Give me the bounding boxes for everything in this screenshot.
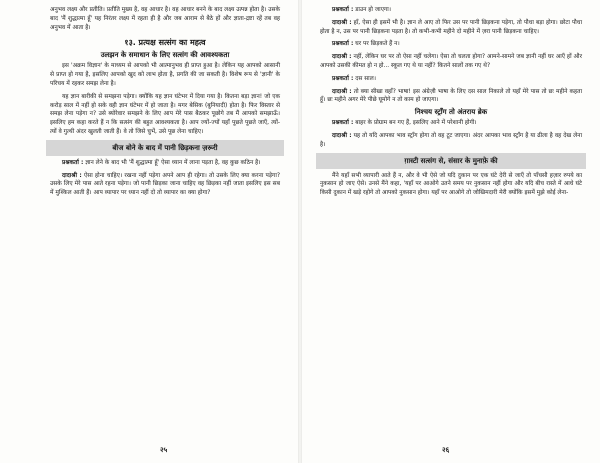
speaker-label: दादाश्री : bbox=[332, 132, 352, 139]
speaker-label: प्रश्नकर्ता : bbox=[332, 75, 354, 82]
dialogue-question bbox=[320, 6, 582, 15]
subheading-title: ग़ास्टी सत्संग से, संसार के मुनाफ़े की bbox=[404, 156, 498, 165]
dialogue-text: तो क्या सीखा वहाँ? भाषा! इस अंग्रेज़ी भाषा के लिए दस साल निकाले तो यहाँ मेरे पास तो छः महीने कहता हूँ। छः महीने अगर मेरे पीछे घूमोगे न तो काम हो जाएगा। bbox=[320, 88, 583, 104]
right-page bbox=[302, 0, 600, 463]
dialogue-text: यह तो यदि आपका भाव स्ट्रॉंग होगा तो वह टूट जाएगा। अंदर आपका भाव स्ट्रॉंग है या ढीला है वह देख लेना है। bbox=[320, 132, 582, 148]
speaker-label: दादाश्री : bbox=[332, 88, 352, 95]
dialogue-text: ज्ञान लेने के बाद भी 'मैं शुद्धात्मा हूँ' ऐसा ध्यान में लाना पड़ता है, वह कुछ कठिन है। bbox=[85, 159, 261, 166]
paragraph: यह ज्ञान बारीकी से समझना पड़ेगा। क्योंकि यह ज्ञान घंटेभर में दिया गया है। कितना बड़ा ज्ञान! जो एक करोड़ साल में नहीं हो सके वही ज्ञान घंटेभर में हो जाता है। मगर बेसिक (बुनियादी) होता है। फिर विस्तार से समझ लेना पड़ेगा न? उसे ब्योरेवार समझने के लिए आप मेरे पास बैठकर पूछोगे तब मैं आपको समझाऊँ। इसलिए हम कहा करते हैं न कि सत्संग की बहुत आवश्यकता है। आप ज्यों-ज्यों यहाँ पूछते पूछते जाएँ, त्यों-त्यों वे गुत्थी अंदर खुलती जाती हैं। वे तो जिसे चुभें, उसे पूछ लेना चाहिए। bbox=[50, 93, 280, 135]
intro-paragraph: अनुभव लक्ष्य और प्रतीति। प्रतीति मुख्य है, वह आधार है। वह आधार बनने के बाद लक्ष्य उत्पन्न होता है। उसके बाद 'मैं शुद्धात्मा हूँ' यह निरंतर लक्ष्य में रहता ही है और जब आराम से बैठे हों और ज्ञाता-द्रष्टा रहें तब वह अनुभव में आता है। bbox=[50, 7, 280, 31]
dialogue-question bbox=[320, 119, 582, 128]
dialogue-question bbox=[320, 75, 582, 84]
dialogue-text: डाउन हो जाएगा। bbox=[355, 7, 392, 13]
subheading-title: बीज बोने के बाद में पानी छिड़कना ज़रूरी bbox=[112, 143, 218, 152]
dialogue-text: हाँ, ऐसा ही इसमें भी है। ज्ञान ले आए तो फिर उस पर पानी छिड़कना पड़ेगा, तो पौधा बड़ा होगा। छोटा पौधा होता है न, उस पर पानी छिड़कना पड़ता है। तो कभी-कभी महीने दो महीने में ज़रा पानी छिड़कना चाहिए। bbox=[320, 19, 582, 35]
speaker-label: प्रश्नकर्ता : bbox=[332, 120, 354, 127]
speaker-label: प्रश्नकर्ता : bbox=[62, 159, 84, 166]
dialogue-answer bbox=[320, 53, 582, 71]
speaker-label: दादाश्री : bbox=[62, 172, 82, 179]
speaker-label: दादाश्री : bbox=[332, 54, 352, 61]
dialogue-answer bbox=[320, 132, 582, 150]
paragraph: मैंने यहाँ सभी व्यापारी आते हैं न, और वे भी ऐसे जो यदि दुकान पर एक घंटे देरी से जाएँ तो पाँचसौ हज़ार रुपये का नुकसान हो जाए ऐसे। उनसे मैंने कहा, 'यहाँ पर आओगे उतने समय पर नुकसान नहीं होगा और यदि बीच रास्ते में आधे घंटे किसी दुकान में खड़े रहोगे तो आपको नुकसान होगा। यहाँ पर आओगे तो जोखिमदारी मेरी क्योंकि इसमें मुझे कोई लेना- bbox=[320, 172, 582, 197]
speaker-label: प्रश्नकर्ता : bbox=[332, 7, 354, 13]
dialogue-text: दस साल। bbox=[355, 75, 376, 82]
section-subtitle: उलझन के समाधान के लिए सत्संग की आवश्यकता bbox=[100, 51, 230, 60]
subheading-band bbox=[316, 153, 586, 169]
dialogue-answer bbox=[320, 19, 582, 37]
dialogue-text: नहीं, लेकिन घर पर तो ऐसा नहीं चलेगा। ऐसा तो चलता होगा? आमने-सामने जब ज्ञानी नहीं घर आएँ हों और आपको उसकी कीमत हो न हो... स्कूल गए थे या नहीं? कितने सालों तक गए थे? bbox=[320, 54, 582, 69]
page-number: २५ bbox=[160, 446, 168, 454]
dialogue-text: बाहर के प्रोग्राम बन गए हैं, इसलिए आने में परेशानी होगी। bbox=[355, 120, 477, 127]
dialogue-question bbox=[320, 40, 582, 49]
speaker-label: प्रश्नकर्ता : bbox=[332, 41, 354, 48]
dialogue-answer bbox=[320, 88, 582, 106]
paragraph: इस 'अक्रम विज्ञान' के माध्यम से आपको भी आत्मानुभव ही प्राप्त हुआ है। लेकिन यह आपको आसानी से प्राप्त हो गया है, इसलिए आपको खुद को लाभ होता है, प्रगति की जा सकती है। विशेष रूप से 'ज्ञानी' के परिचय में रहकर समझ लेना है। bbox=[50, 63, 280, 87]
subheading-band bbox=[46, 140, 284, 156]
page-number: २६ bbox=[442, 446, 450, 454]
dialogue-text: ऐसा होना चाहिए। रखना नहीं पड़ेगा अपने आप ही रहेगा। तो उसके लिए क्या करना पड़ेगा? उसके लिए मेरे पास आते रहना पड़ेगा। जो पानी छिड़का जाना चाहिए वह छिड़का नहीं जाता इसलिए इस सब में मुश्किल आती हैं। आप व्यापार पर ध्यान नहीं दो तो व्यापार का क्या होगा? bbox=[50, 172, 280, 197]
dialogue-answer bbox=[50, 172, 280, 198]
left-page bbox=[0, 0, 298, 463]
section-title: १३. प्रत्यक्ष सत्संग का महत्व bbox=[124, 38, 206, 48]
dialogue-question bbox=[50, 159, 280, 168]
speaker-label: दादाश्री : bbox=[332, 19, 352, 26]
dialogue-text: घर पर छिड़कते हैं न। bbox=[355, 41, 400, 48]
section-title: निश्चय स्ट्रॉंग तो अंतराय ब्रेक bbox=[414, 108, 488, 117]
